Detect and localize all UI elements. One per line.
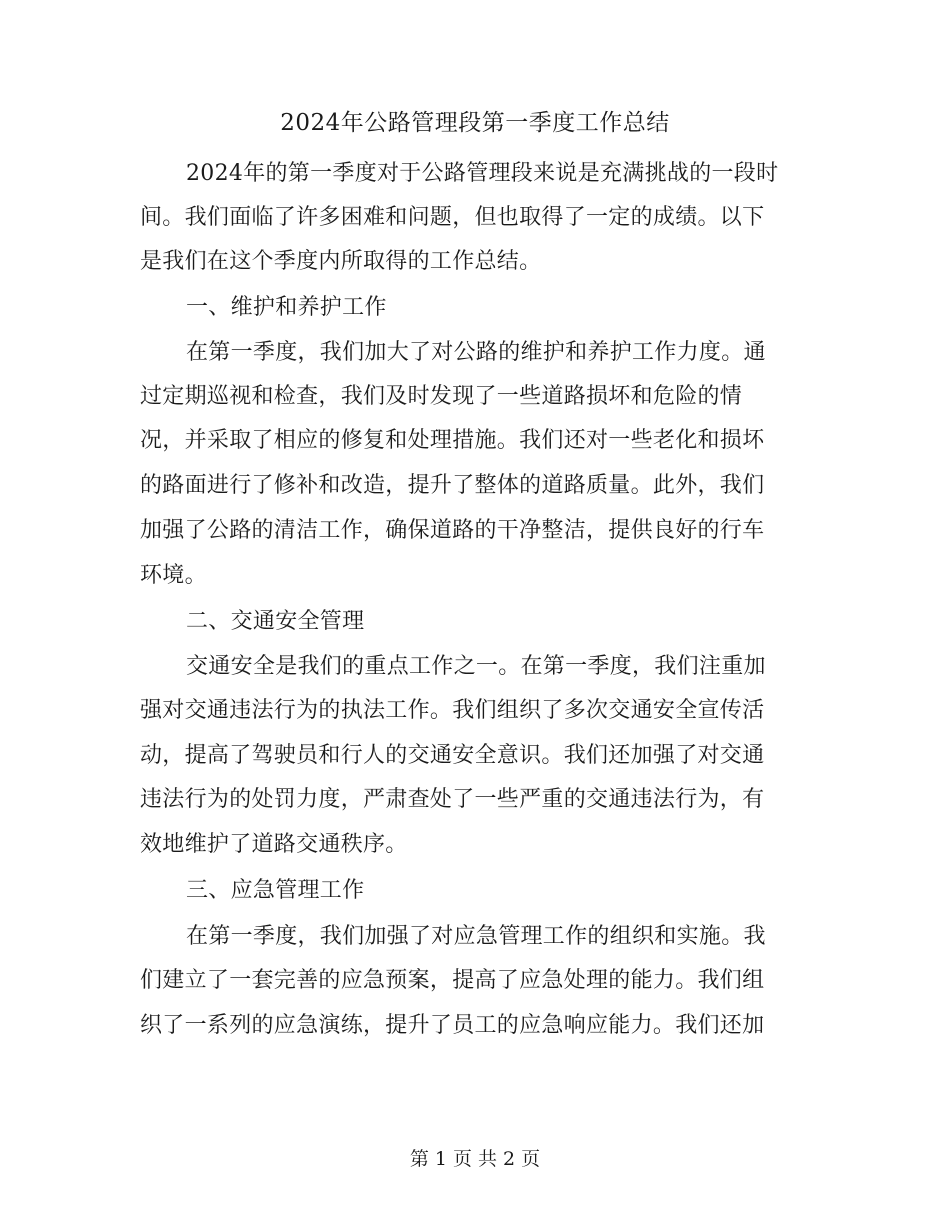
section-heading-1: 一、维护和养护工作	[186, 295, 387, 320]
section1-line-6: 环境。	[140, 563, 207, 588]
section2-line-1: 交通安全是我们的重点工作之一。在第一季度，我们注重加	[186, 654, 766, 679]
intro-line-2: 间。我们面临了许多困难和问题，但也取得了一定的成绩。以下	[140, 205, 765, 230]
section2-line-3: 动，提高了驾驶员和行人的交通安全意识。我们还加强了对交通	[140, 743, 765, 768]
section-heading-2: 二、交通安全管理	[186, 609, 365, 634]
intro-line-1: 2024年的第一季度对于公路管理段来说是充满挑战的一段时	[186, 161, 779, 186]
section-heading-3: 三、应急管理工作	[186, 878, 365, 903]
intro-line-3: 是我们在这个季度内所取得的工作总结。	[140, 249, 542, 274]
section1-line-5: 加强了公路的清洁工作，确保道路的干净整洁，提供良好的行车	[140, 518, 765, 543]
section1-line-2: 过定期巡视和检查，我们及时发现了一些道路损坏和危险的情	[140, 384, 743, 409]
section3-line-2: 们建立了一套完善的应急预案，提高了应急处理的能力。我们组	[140, 968, 765, 993]
page-footer	[0, 1144, 950, 1174]
section2-line-5: 效地维护了道路交通秩序。	[140, 832, 408, 857]
section2-line-4: 违法行为的处罚力度，严肃查处了一些严重的交通违法行为，有	[140, 787, 765, 812]
section3-line-1: 在第一季度，我们加强了对应急管理工作的组织和实施。我	[186, 924, 766, 949]
section3-line-3: 织了一系列的应急演练，提升了员工的应急响应能力。我们还加	[140, 1013, 765, 1038]
page-number-label: 第 1 页 共 2 页	[409, 1148, 541, 1170]
section1-line-4: 的路面进行了修补和改造，提升了整体的道路质量。此外，我们	[140, 473, 765, 498]
document-title: 2024年公路管理段第一季度工作总结	[280, 110, 670, 136]
section1-line-3: 况，并采取了相应的修复和处理措施。我们还对一些老化和损坏	[140, 428, 765, 453]
section1-line-1: 在第一季度，我们加大了对公路的维护和养护工作力度。通	[186, 340, 766, 365]
section2-line-2: 强对交通违法行为的执法工作。我们组织了多次交通安全宣传活	[140, 698, 765, 723]
